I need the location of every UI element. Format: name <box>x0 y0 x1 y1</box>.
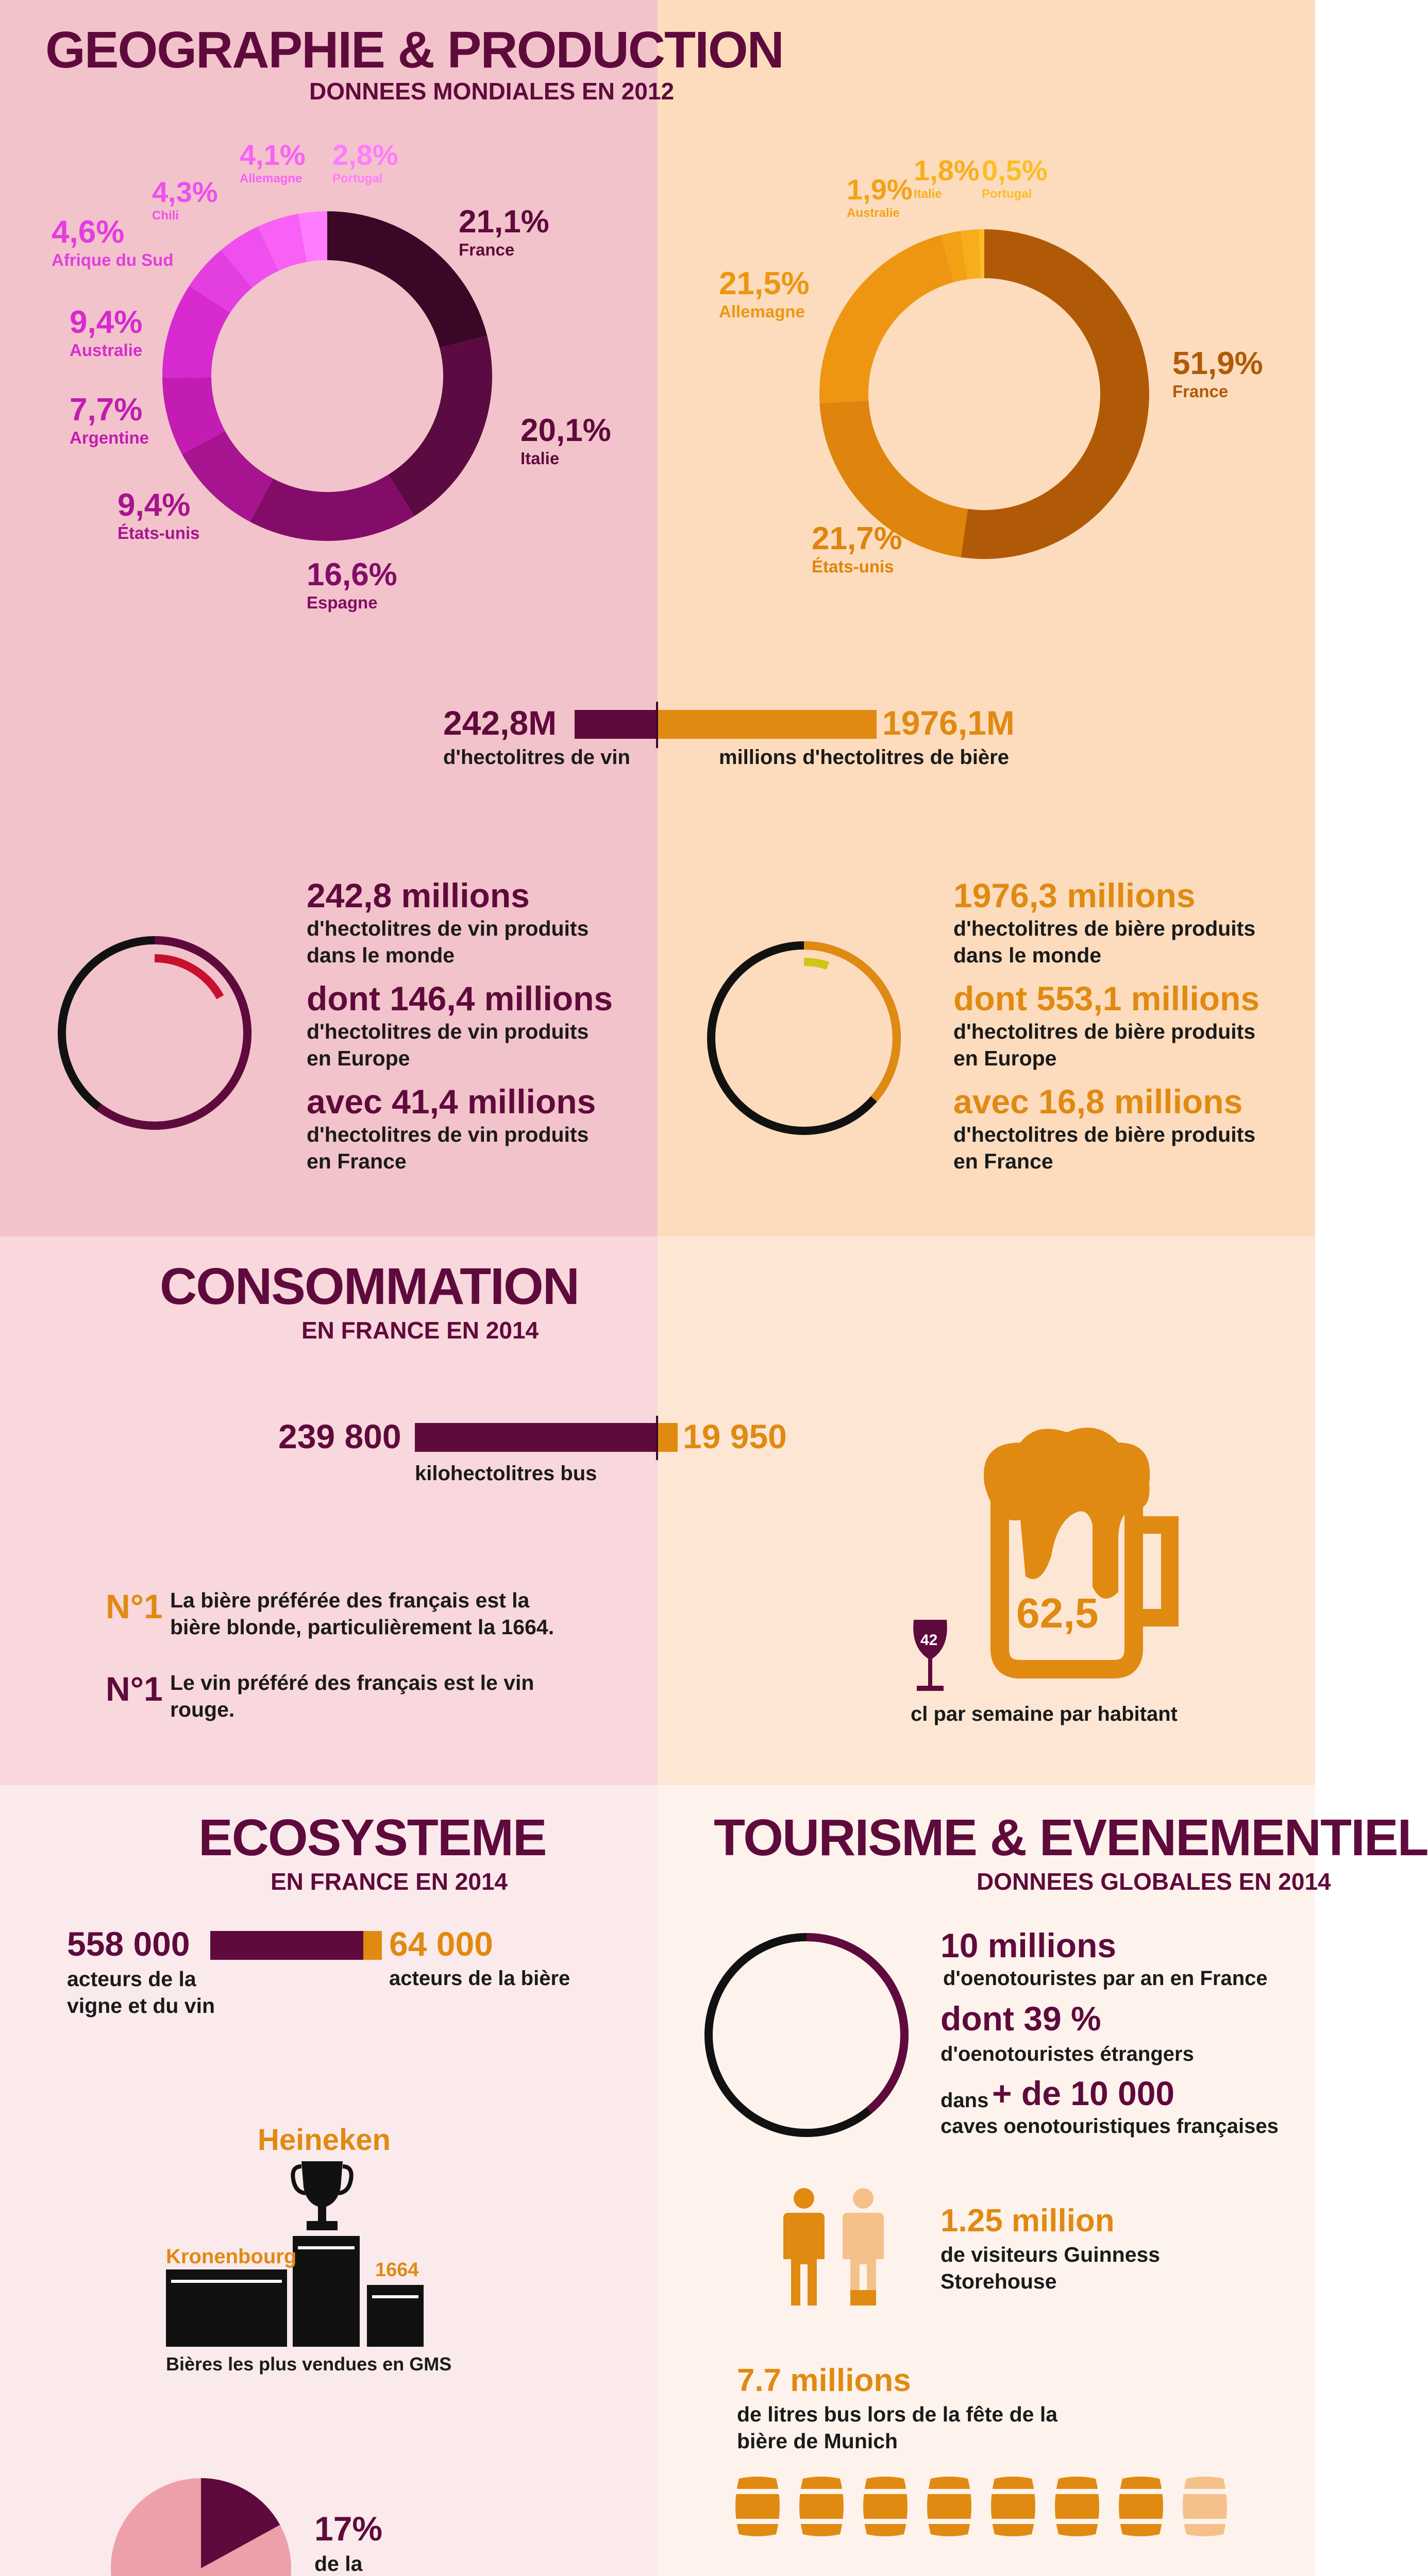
fav-wine-text: Le vin préféré des français est le vin rouge. <box>170 1671 534 1721</box>
wine-total-bar <box>575 710 658 739</box>
conso-beer-value: 19 950 <box>683 1417 787 1455</box>
barrel-icon <box>923 2476 975 2537</box>
podium-caption: Bières les plus vendues en GMS <box>166 2353 452 2375</box>
barrel-icon <box>796 2476 847 2537</box>
barrel-icon <box>1115 2476 1167 2537</box>
conso-wine-value: 239 800 <box>278 1417 401 1455</box>
podium-third-block-line <box>372 2295 418 2298</box>
beer-pie-label-allemagne: 21,5% Allemagne <box>719 266 810 321</box>
barrel-icon <box>1179 2476 1231 2537</box>
eco-wine-actors-label: acteurs de la vigne et du vin <box>67 1967 215 2018</box>
foreign-num: dont 39 % <box>940 1999 1101 2038</box>
beer-europe-france-rings <box>698 933 910 1144</box>
share-label: de la <box>314 2552 363 2575</box>
conso-title: CONSOMMATION <box>160 1258 579 1315</box>
barrel-icon <box>860 2476 911 2537</box>
eco-wine-actors-value: 558 000 <box>67 1925 190 1963</box>
guinness-text: de visiteurs Guinness Storehouse <box>940 2243 1161 2293</box>
beer-pie-slice-2 <box>819 235 954 403</box>
cl-per-week-label: cl par semaine par habitant <box>911 1703 1178 1725</box>
tourism-title: TOURISME & EVENEMENTIEL <box>714 1809 1428 1867</box>
beer-cl-value: 62,5 <box>1016 1590 1099 1637</box>
wine-stat-world: 242,8 millions d'hectolitres de vin produits dans le monde <box>307 876 589 967</box>
wine-pie-label-portugal: 2,8% Portugal <box>332 139 398 185</box>
conso-wine-bar <box>415 1423 658 1452</box>
eco-beer-actors-label: acteurs de la bière <box>389 1967 570 1990</box>
barrel-icon <box>1051 2476 1103 2537</box>
tourism-subtitle: DONNEES GLOBALES EN 2014 <box>977 1868 1331 1895</box>
podium-third-label: 1664 <box>375 2259 419 2281</box>
beer-pie-label-italie: 1,8% Italie <box>914 154 980 201</box>
barrel-icon <box>732 2476 783 2537</box>
beer-total-bar <box>658 710 877 739</box>
beer-production-donut <box>817 227 1152 562</box>
wine-glass-icon <box>910 1618 951 1695</box>
munich-num: 7.7 millions <box>737 2363 911 2398</box>
beer-stat-france: avec 16,8 millions d'hectolitres de bière produits en France <box>953 1082 1256 1173</box>
foreign-text: d'oenotouristes étrangers <box>940 2043 1194 2065</box>
beer-pie-label-australie: 1,9% Australie <box>847 173 913 220</box>
guinness-num: 1.25 million <box>940 2203 1115 2239</box>
fav-beer-text: La bière préférée des français est la bière blonde, particulièrement la 1664. <box>170 1588 555 1639</box>
beer-pie-slice-0 <box>961 229 1149 559</box>
wine-pie-label-australie: 9,4% Australie <box>70 304 143 360</box>
conso-subtitle: EN FRANCE EN 2014 <box>301 1317 539 1344</box>
geo-title: GEOGRAPHIE & PRODUCTION <box>45 21 783 79</box>
conso-unit-label: kilohectolitres bus <box>415 1462 597 1485</box>
beer-mug-icon <box>964 1422 1180 1690</box>
wine-pie-label-allemagne: 4,1% Allemagne <box>240 139 306 185</box>
beer-stat-world: 1976,3 millions d'hectolitres de bière produits dans le monde <box>953 876 1256 967</box>
people-icon <box>776 2187 894 2311</box>
oeno-text: d'oenotouristes par an en France <box>943 1967 1268 1990</box>
eco-title: ECOSYSTEME <box>198 1809 546 1867</box>
barrel-icon <box>987 2476 1039 2537</box>
wine-pie-label-chili: 4,3% Chili <box>152 176 218 223</box>
wine-pie-label-afrique: 4,6% Afrique du Sud <box>52 214 174 269</box>
beer-total-value: 1976,1M <box>882 704 1015 742</box>
podium-second-label: Kronenbourg <box>166 2245 297 2268</box>
beer-pie-label-portugal: 0,5% Portugal <box>982 154 1048 201</box>
bg-tourism <box>658 1785 1315 2576</box>
conso-divider <box>656 1416 658 1460</box>
podium-first-block <box>293 2236 360 2347</box>
eco-beer-actors-value: 64 000 <box>389 1925 493 1963</box>
wine-pie-slice-1 <box>389 336 492 516</box>
wine-pie-label-usa: 9,4% États-unis <box>117 487 200 543</box>
eco-beer-actors-bar <box>363 1931 382 1960</box>
wine-europe-france-rings <box>49 927 260 1139</box>
podium-second-block-line <box>171 2280 282 2283</box>
wine-pie-label-espagne: 16,6% Espagne <box>307 557 397 612</box>
beer-stat-europe: dont 553,1 millions d'hectolitres de bière produits en Europe <box>953 979 1260 1070</box>
wine-pie-label-france: 21,1% France <box>459 204 549 259</box>
wine-pie-label-argentine: 7,7% Argentine <box>70 392 149 447</box>
beer-pie-label-france: 51,9% France <box>1172 346 1263 401</box>
munich-text: de litres bus lors de la fête de la bière de Munich <box>737 2402 1058 2453</box>
eco-wine-actors-bar <box>210 1931 363 1960</box>
trophy-icon <box>291 2156 353 2239</box>
oenotourism-ring <box>698 1927 915 2143</box>
conso-beer-bar <box>658 1423 678 1452</box>
total-divider <box>656 702 658 748</box>
podium-third-block <box>367 2285 424 2347</box>
barrel-row <box>732 2476 1247 2543</box>
oeno-num: 10 millions <box>940 1926 1117 1964</box>
caves-text: caves oenotouristiques françaises <box>940 2115 1279 2138</box>
beer-pie-label-usa: 21,7% États-unis <box>812 521 902 576</box>
wine-share-pie <box>106 2473 296 2576</box>
wine-cl-value: 42 <box>920 1632 938 1649</box>
wine-pie-label-italie: 20,1% Italie <box>520 413 611 468</box>
wine-pie-slice-2 <box>250 474 414 541</box>
podium-first-label: Heineken <box>258 2123 391 2157</box>
caves-prefix: dans <box>940 2089 989 2112</box>
podium-first-block-line <box>298 2246 355 2249</box>
wine-stat-europe: dont 146,4 millions d'hectolitres de vin produits en Europe <box>307 979 613 1070</box>
wine-stat-france: avec 41,4 millions d'hectolitres de vin produits en France <box>307 1082 596 1173</box>
wine-production-donut <box>160 209 495 544</box>
beer-total-label: millions d'hectolitres de bière <box>719 746 1009 769</box>
wine-total-label: d'hectolitres de vin <box>443 746 630 769</box>
geo-subtitle: DONNEES MONDIALES EN 2012 <box>309 78 675 105</box>
fav-wine-badge: N°1 <box>106 1670 163 1708</box>
caves-num: + de 10 000 <box>992 2074 1175 2112</box>
share-pct: 17% <box>314 2510 383 2548</box>
eco-subtitle: EN FRANCE EN 2014 <box>271 1868 508 1895</box>
fav-beer-badge: N°1 <box>106 1587 163 1625</box>
wine-total-value: 242,8M <box>443 704 557 742</box>
